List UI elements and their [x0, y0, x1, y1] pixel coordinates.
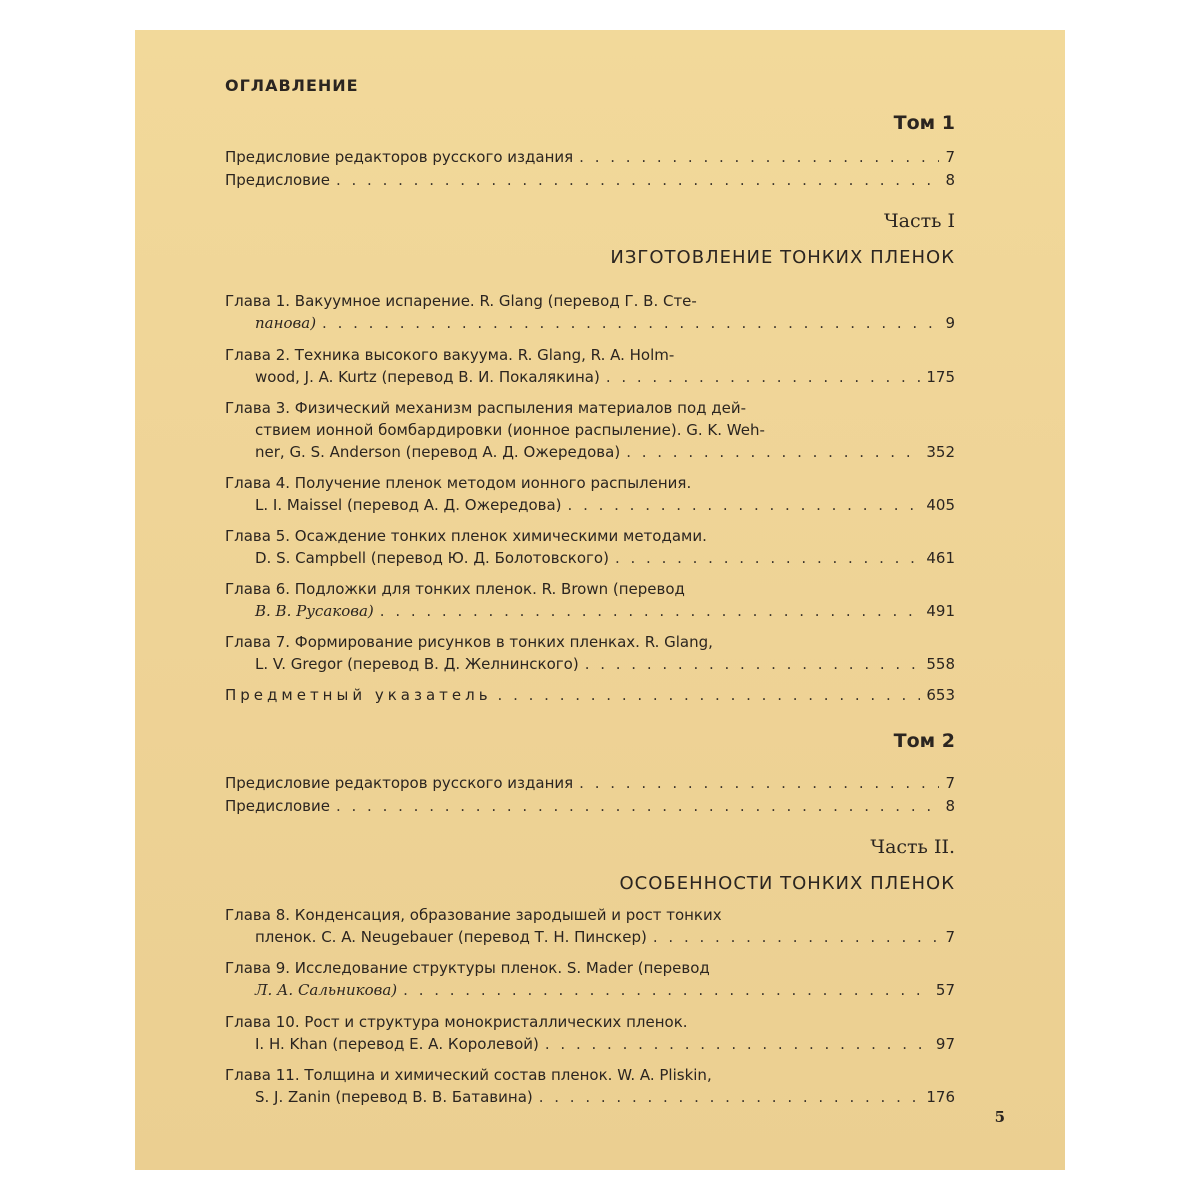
chapter-4-line1: Глава 4. Получение пленок методом ионного распыления.: [225, 474, 692, 492]
part-2-label: Часть II.: [870, 836, 955, 858]
chapter-10-line1: Глава 10. Рост и структура монокристаллических пленок.: [225, 1013, 688, 1031]
chapter-3-line2: ствием ионной бомбардировки (ионное распыление). G. K. Weh-: [255, 421, 765, 439]
volume-1-heading: Том 1: [893, 112, 955, 134]
chapter-6-line1: Глава 6. Подложки для тонких пленок. R. Brown (перевод: [225, 580, 685, 598]
chapter-2-line1: Глава 2. Техника высокого вакуума. R. Glang, R. A. Holm-: [225, 346, 675, 364]
chapter-7-line2: L. V. Gregor (перевод В. Д. Желнинского) . . . 558: [255, 655, 955, 673]
chapter-10-line2: I. H. Khan (перевод Е. А. Королевой) . . . 97: [255, 1035, 955, 1053]
chapter-2-line2: wood, J. A. Kurtz (перевод В. И. Покалякина) . . . 175: [255, 368, 955, 386]
chapter-6-line2: В. В. Русакова) . . . 491: [255, 602, 955, 620]
chapter-8-line1: Глава 8. Конденсация, образование зародышей и рост тонких: [225, 906, 722, 924]
chapter-1-line1: Глава 1. Вакуумное испарение. R. Glang (перевод Г. В. Сте-: [225, 292, 697, 310]
toc-title: ОГЛАВЛЕНИЕ: [225, 76, 359, 95]
chapter-9-line1: Глава 9. Исследование структуры пленок. S. Mader (перевод: [225, 959, 710, 977]
chapter-5-line1: Глава 5. Осаждение тонких пленок химическими методами.: [225, 527, 707, 545]
chapter-1-line2: панова) . . . 9: [255, 314, 955, 332]
chapter-11-line2: S. J. Zanin (перевод В. В. Батавина) . . . 176: [255, 1088, 955, 1106]
v1-preface: Предисловие . . . 8: [225, 171, 955, 189]
chapter-5-line2: D. S. Campbell (перевод Ю. Д. Болотовского) . . . 461: [255, 549, 955, 567]
toc-content: [225, 30, 1005, 1170]
v2-preface: Предисловие . . . 8: [225, 797, 955, 815]
page-number: 5: [994, 1108, 1005, 1126]
book-page: [135, 30, 1065, 1170]
part-1-title: ИЗГОТОВЛЕНИЕ ТОНКИХ ПЛЕНОК: [610, 247, 955, 268]
chapter-11-line1: Глава 11. Толщина и химический состав пленок. W. A. Pliskin,: [225, 1066, 712, 1084]
v2-preface-editors: Предисловие редакторов русского издания . . . 7: [225, 774, 955, 792]
volume-2-heading: Том 2: [893, 730, 955, 752]
chapter-8-line2: пленок. C. A. Neugebauer (перевод Т. Н. Пинскер) . . . 7: [255, 928, 955, 946]
chapter-7-line1: Глава 7. Формирование рисунков в тонких пленках. R. Glang,: [225, 633, 713, 651]
chapter-3-line3: ner, G. S. Anderson (перевод А. Д. Ожередова) . . . 352: [255, 443, 955, 461]
v1-preface-editors: Предисловие редакторов русского издания . . . 7: [225, 148, 955, 166]
part-1-label: Часть I: [883, 210, 955, 232]
chapter-9-line2: Л. А. Сальникова) . . . 57: [255, 981, 955, 999]
chapter-3-line1: Глава 3. Физический механизм распыления материалов под дей-: [225, 399, 747, 417]
part-2-title: ОСОБЕННОСТИ ТОНКИХ ПЛЕНОК: [619, 873, 955, 894]
chapter-4-line2: L. I. Maissel (перевод А. Д. Ожередова) . . . 405: [255, 496, 955, 514]
subject-index: Предметный указатель . . . 653: [225, 686, 955, 704]
